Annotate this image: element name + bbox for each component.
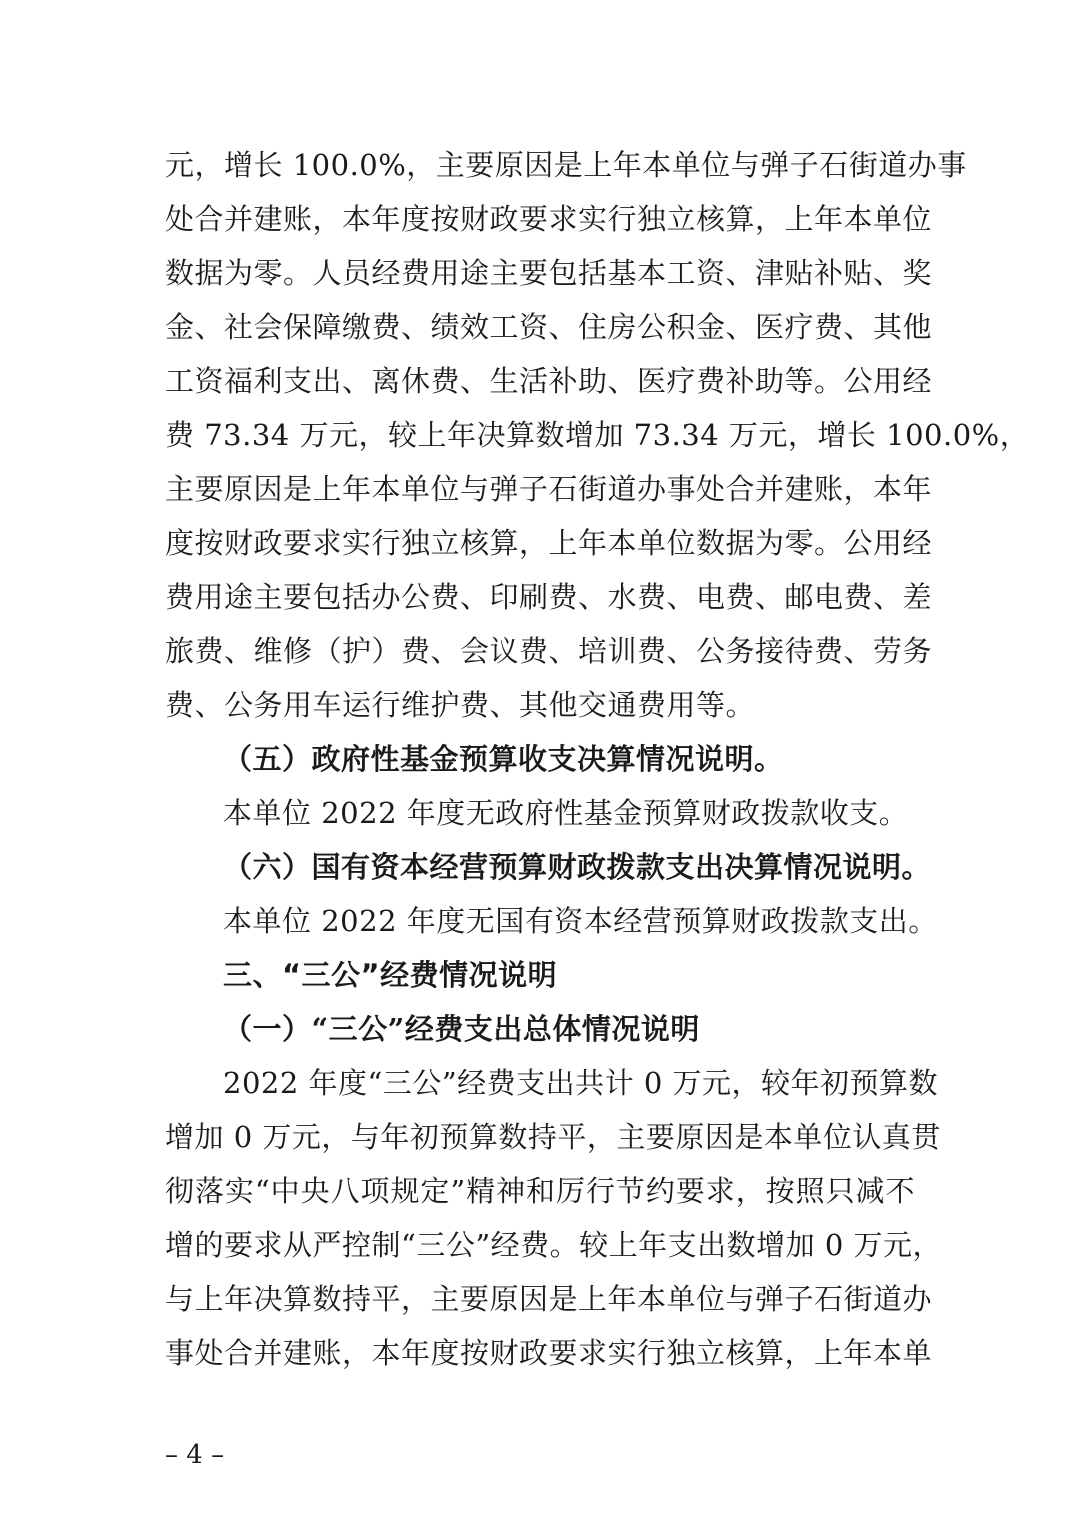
paragraph-line: 费、公务用车运行维护费、其他交通费用等。	[165, 688, 756, 722]
paragraph-line: 费 73.34 万元，较上年决算数增加 73.34 万元，增长 100.0%，	[165, 418, 1030, 452]
paragraph-line: 旅费、维修（护）费、会议费、培训费、公务接待费、劳务	[165, 634, 933, 668]
paragraph-line: 数据为零。人员经费用途主要包括基本工资、津贴补贴、奖	[165, 256, 933, 290]
paragraph-line: 主要原因是上年本单位与弹子石街道办事处合并建账，本年	[165, 472, 933, 506]
section-heading-5: （五）政府性基金预算收支决算情况说明。	[223, 742, 784, 776]
paragraph-line: 工资福利支出、离休费、生活补助、医疗费补助等。公用经	[165, 364, 933, 398]
section-heading-1: （一）“三公”经费支出总体情况说明	[223, 1012, 700, 1046]
paragraph-line: 费用途主要包括办公费、印刷费、水费、电费、邮电费、差	[165, 580, 933, 614]
paragraph-line: 与上年决算数持平，主要原因是上年本单位与弹子石街道办	[165, 1282, 933, 1316]
paragraph-line: 金、社会保障缴费、绩效工资、住房公积金、医疗费、其他	[165, 310, 933, 344]
paragraph-line: 增的要求从严控制“三公”经费。较上年支出数增加 0 万元，	[165, 1228, 943, 1262]
paragraph-line: 事处合并建账，本年度按财政要求实行独立核算，上年本单	[165, 1336, 933, 1370]
paragraph-line: 2022 年度“三公”经费支出共计 0 万元，较年初预算数	[223, 1066, 939, 1100]
paragraph-line: 处合并建账，本年度按财政要求实行独立核算，上年本单位	[165, 202, 933, 236]
chapter-heading-3: 三、“三公”经费情况说明	[223, 958, 558, 992]
page-number: – 4 –	[165, 1440, 225, 1470]
paragraph-line: 元，增长 100.0%，主要原因是上年本单位与弹子石街道办事	[165, 148, 967, 182]
body-text	[165, 138, 1030, 1380]
paragraph-line: 度按财政要求实行独立核算，上年本单位数据为零。公用经	[165, 526, 933, 560]
paragraph-line: 本单位 2022 年度无政府性基金预算财政拨款收支。	[223, 796, 909, 830]
section-heading-6: （六）国有资本经营预算财政拨款支出决算情况说明。	[223, 850, 932, 884]
paragraph-line: 增加 0 万元，与年初预算数持平，主要原因是本单位认真贯	[165, 1120, 941, 1154]
paragraph-line: 本单位 2022 年度无国有资本经营预算财政拨款支出。	[223, 904, 938, 938]
paragraph-line: 彻落实“中央八项规定”精神和厉行节约要求，按照只减不	[165, 1174, 915, 1208]
